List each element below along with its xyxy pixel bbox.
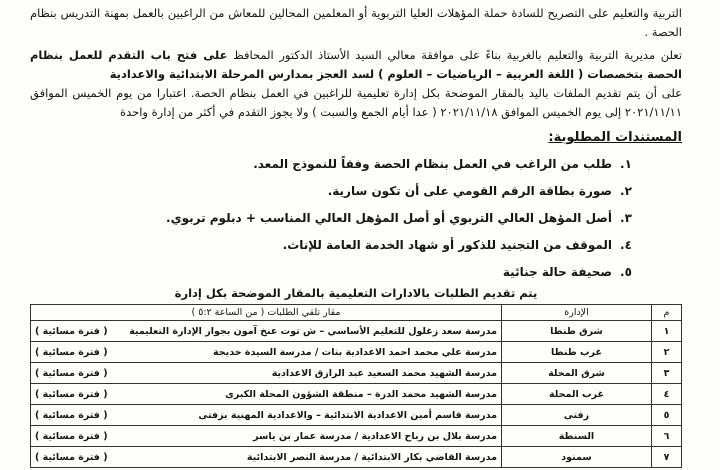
document-item	[30, 259, 642, 286]
header-location: مقار تلقي الطلبات ( من الساعة ٥:٢ )	[31, 305, 502, 321]
documents-list	[30, 151, 682, 286]
document-text: صورة بطاقة الرقم القومي على أن تكون سارية.	[327, 184, 612, 198]
row-period: ( فترة مسائية )	[35, 367, 108, 379]
row-period: ( فترة مسائية )	[35, 451, 108, 463]
table-title: يتم تقديم الطلبات بالادارات التعليمية بالمقار الموضحة بكل إدارة	[174, 286, 538, 300]
row-dept: غرب طنطا	[502, 342, 652, 363]
announcement-bold-text: على فتح باب التقدم للعمل بنظام الحصة بتخصصات ( اللغة العربية – الرياضيات – العلوم ) لسد العجز بمدارس المرحلة الابتدائية والاعدادية	[30, 48, 682, 81]
row-dept: شرق طنطا	[502, 321, 652, 342]
row-num: ٤	[652, 384, 682, 405]
row-location	[31, 447, 502, 468]
document-number: ٢.	[620, 184, 632, 198]
row-location-text: مدرسة الشهيد محمد السعيد عبد الرازق الاعدادية	[271, 367, 497, 379]
row-num: ٣	[652, 363, 682, 384]
documents-heading: المستندات المطلوبة:	[548, 130, 682, 145]
document-item	[30, 151, 642, 178]
row-location-text: مدرسة علي محمد احمد الاعدادية بنات / مدرسة السيدة خديجة	[213, 346, 497, 358]
row-num: ٧	[652, 447, 682, 468]
table-row	[31, 447, 682, 468]
row-location-text: مدرسة الشهيد محمد الدرة – منطقة الشؤون المحلة الكبرى	[225, 388, 497, 400]
document-item	[30, 232, 642, 259]
row-location-text: مدرسة بلال بن رباح الاعدادية / مدرسة عمار بن ياسر	[253, 430, 497, 442]
table-row	[31, 321, 682, 342]
announcement-paragraph	[30, 46, 682, 84]
document-text: الموقف من التجنيد للذكور أو شهاد الخدمة العامة للإناث.	[282, 238, 612, 252]
intro-paragraph: التربية والتعليم على التصريح للسادة حملة المؤهلات العليا التربوية أو المعلمين المحالين للمعاش من الراغبين بالعمل بمهنة التدريس بنظام الحصة .	[30, 6, 682, 39]
table-row	[31, 342, 682, 363]
document-text: أصل المؤهل العالي التربوي أو أصل المؤهل العالي المناسب + دبلوم تربوي.	[166, 211, 612, 225]
row-dept: السنطة	[502, 426, 652, 447]
row-location-text: مدرسة القاضي بكار الابتدائية / مدرسة النصر الابتدائية	[246, 451, 497, 463]
row-dept: غرب المحلة	[502, 384, 652, 405]
row-location	[31, 384, 502, 405]
row-num: ٢	[652, 342, 682, 363]
row-period: ( فترة مسائية )	[35, 325, 108, 337]
row-location	[31, 342, 502, 363]
row-location	[31, 426, 502, 447]
document-number: ٣.	[620, 211, 632, 225]
table-header-row	[31, 305, 682, 321]
locations-table	[30, 304, 682, 468]
row-period: ( فترة مسائية )	[35, 430, 108, 442]
row-num: ١	[652, 321, 682, 342]
row-location	[31, 363, 502, 384]
document-number: ١.	[620, 157, 632, 171]
row-period: ( فترة مسائية )	[35, 409, 108, 421]
row-dept: زفتى	[502, 405, 652, 426]
document-number: ٥.	[620, 265, 632, 279]
row-num: ٥	[652, 405, 682, 426]
table-row	[31, 384, 682, 405]
header-dept: الإدارة	[502, 305, 652, 321]
document-item	[30, 178, 642, 205]
document-text: صحيفة حالة جنائية	[502, 265, 612, 279]
row-location	[31, 405, 502, 426]
row-location-text: مدرسة سعد زغلول للتعليم الأساسي – ش توت عنخ آمون بجوار الإدارة التعليمية	[129, 325, 497, 337]
document-text: طلب من الراغب في العمل بنظام الحصة وفقاً للنموذج المعد.	[253, 157, 612, 171]
row-period: ( فترة مسائية )	[35, 388, 108, 400]
table-row	[31, 405, 682, 426]
table-row	[31, 426, 682, 447]
row-dept: سمنود	[502, 447, 652, 468]
submission-paragraph: على أن يتم تقديم الملفات باليد بالمقار الموضحة بكل إدارة تعليمية للراغبين في العمل بنظام الحصة. اعتبارا من يوم الخميس الموافق ٢٠٢١/١١/١١ إلى يوم الخميس الموافق ٢٠٢١/١١/١٨ ( عدا أيام الجمع والسبت ) ولا يجوز التقدم في أكثر من إدارة واحدة	[30, 86, 682, 119]
document-number: ٤.	[620, 238, 632, 252]
announcement-text: تعلن مديرية التربية والتعليم بالغربية بناءً على موافقة معالي السيد الأستاذ الدكتور المحافظ	[233, 48, 683, 62]
row-dept: شرق المحلة	[502, 363, 652, 384]
table-row	[31, 363, 682, 384]
document-item	[30, 205, 642, 232]
header-num: م	[652, 305, 682, 321]
row-location	[31, 321, 502, 342]
row-location-text: مدرسة قاسم أمين الاعدادية الابتدائية – والاعدادية المهنية بزفتى	[198, 409, 497, 421]
row-num: ٦	[652, 426, 682, 447]
row-period: ( فترة مسائية )	[35, 346, 108, 358]
